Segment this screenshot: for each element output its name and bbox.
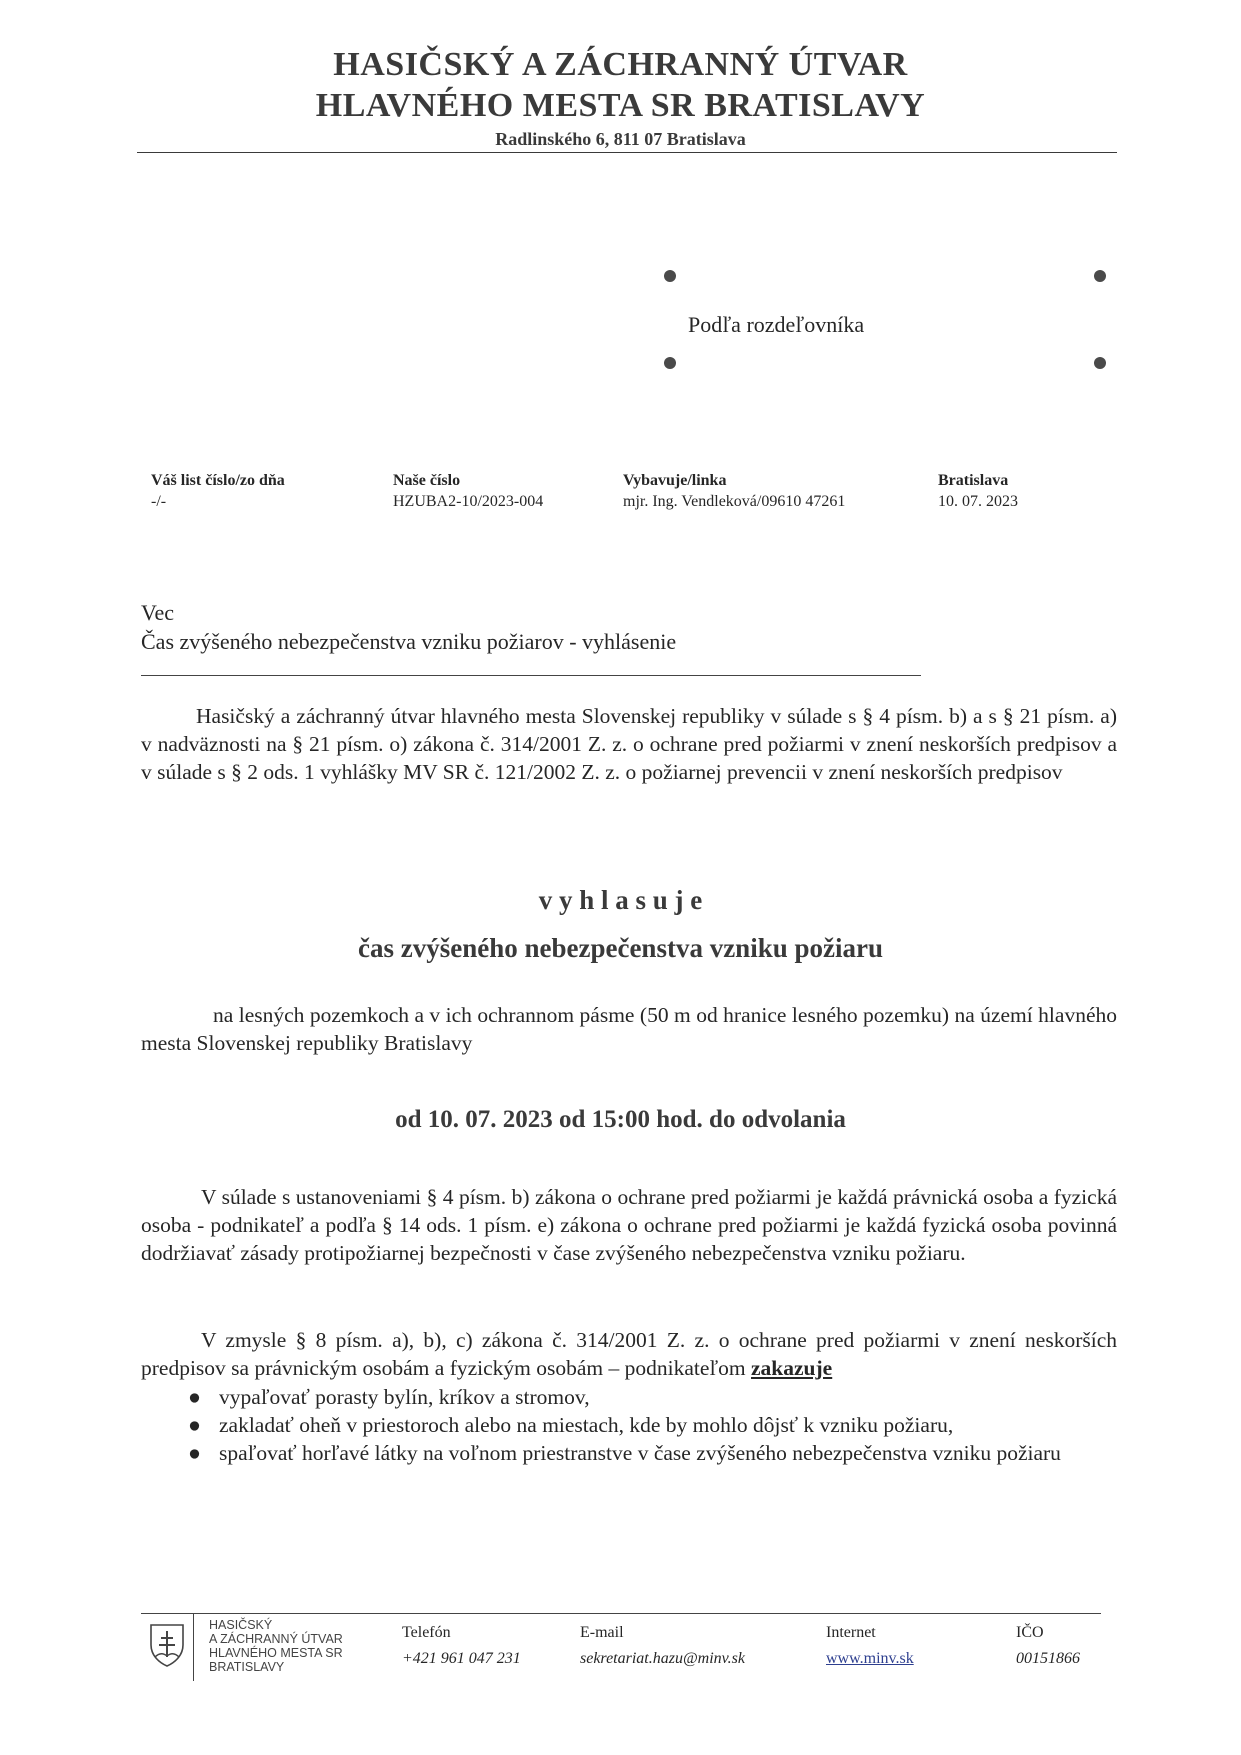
declaration-title: čas zvýšeného nebezpečenstva vzniku požiaru — [358, 933, 883, 963]
handled-by-value: mjr. Ing. Vendleková/09610 47261 — [623, 493, 846, 510]
footer-org-line: HLAVNÉHO MESTA SR — [209, 1646, 343, 1660]
addressee: Podľa rozdeľovníka — [688, 312, 865, 337]
period-heading: od 10. 07. 2023 od 15:00 hod. do odvolania — [395, 1106, 846, 1133]
declares-heading: v y h l a s u j e — [538, 885, 703, 915]
ico-label: IČO — [1016, 1624, 1044, 1641]
address-window-marker — [664, 270, 676, 282]
footer-org-line: BRATISLAVY — [209, 1660, 285, 1674]
date-reference — [938, 470, 1018, 512]
intro-paragraph: Hasičský a záchranný útvar hlavného mesta Slovenskej republiky v súlade s § 4 písm. b) a s § 21 písm. a) v nadväznosti na § 21 písm. o) zákona č. 314/2001 Z. z. o ochrane pred požiarmi v znení neskorších predpisov a v súlade s § 2 ods. 1 vyhlášky MV SR č. 121/2002 Z. z. o požiarnej prevencii v znení neskorších predpisov — [141, 704, 1117, 784]
internet-link[interactable]: www.minv.sk — [826, 1650, 914, 1667]
your-letter-value: -/- — [151, 493, 167, 510]
footer-phone — [402, 1620, 521, 1672]
footer-organization — [209, 1618, 343, 1674]
handled-by-label: Vybavuje/linka — [623, 472, 727, 489]
list-item — [181, 1383, 1117, 1411]
prohibition-list — [181, 1383, 1117, 1467]
phone-label: Telefón — [402, 1624, 451, 1641]
place-label: Bratislava — [938, 472, 1009, 489]
address-window-marker — [664, 357, 676, 369]
prohibition-paragraph — [141, 1326, 1117, 1382]
footer-email — [580, 1620, 745, 1672]
header-title-line2: HLAVNÉHO MESTA SR BRATISLAVY — [315, 87, 926, 124]
phone-value: +421 961 047 231 — [402, 1650, 521, 1667]
bullet-icon: ● — [188, 1385, 201, 1409]
duty-paragraph: V súlade s ustanoveniami § 4 písm. b) zákona o ochrane pred požiarmi je každá právnická osoba a fyzická osoba - podnikateľ a podľa § 14 ods. 1 písm. e) zákona o ochrane pred požiarmi je každá fyzická osoba povinná dodržiavať zásady protipožiarnej bezpečnosti v čase zvýšeného nebezpečenstva vzniku požiaru. — [141, 1185, 1117, 1265]
prohibition-intro: V zmysle § 8 písm. a), b), c) zákona č. 314/2001 Z. z. o ochrane pred požiarmi v znení neskorších predpisov sa právnickým osobám a fyzickým osobám – podnikateľom — [141, 1328, 1117, 1380]
our-number-value: HZUBA2-10/2023-004 — [393, 493, 544, 510]
footer-divider — [141, 1613, 1101, 1614]
bullet-icon: ● — [188, 1413, 201, 1437]
our-number-label: Naše číslo — [393, 472, 461, 489]
prohibition-item: zakladať oheň v priestoroch alebo na miestach, kde by mohlo dôjsť k vzniku požiaru, — [219, 1413, 954, 1437]
header-divider — [137, 152, 1117, 153]
list-item — [181, 1411, 1117, 1439]
handled-by-reference — [623, 470, 845, 512]
list-item — [181, 1439, 1117, 1467]
footer-ico — [1016, 1620, 1080, 1672]
address-window-marker — [1094, 357, 1106, 369]
header-title-line1: HASIČSKÝ A ZÁCHRANNÝ ÚTVAR — [333, 46, 908, 83]
footer-separator — [193, 1613, 194, 1681]
email-value[interactable]: sekretariat.hazu@minv.sk — [580, 1650, 745, 1667]
footer-org-line: HASIČSKÝ — [209, 1618, 273, 1632]
ico-value: 00151866 — [1016, 1650, 1080, 1667]
bullet-icon: ● — [188, 1441, 201, 1465]
footer-org-line: A ZÁCHRANNÝ ÚTVAR — [209, 1632, 343, 1646]
footer-internet — [826, 1620, 914, 1672]
email-label: E-mail — [580, 1624, 624, 1641]
our-number-reference — [393, 470, 543, 512]
prohibition-item: spaľovať horľavé látky na voľnom priestranstve v čase zvýšeného nebezpečenstva vzniku požiaru — [219, 1441, 1061, 1465]
your-letter-reference — [151, 470, 285, 512]
address-window-marker — [1094, 270, 1106, 282]
coat-of-arms-icon — [149, 1623, 185, 1672]
subject-label: Vec — [141, 600, 174, 625]
prohibition-item: vypaľovať porasty bylín, kríkov a stromov, — [219, 1385, 590, 1409]
internet-label: Internet — [826, 1624, 876, 1641]
your-letter-label: Váš list číslo/zo dňa — [151, 472, 285, 489]
subject-text: Čas zvýšeného nebezpečenstva vzniku požiarov - vyhlásenie — [141, 629, 677, 654]
scope-paragraph: na lesných pozemkoch a v ich ochrannom pásme (50 m od hranice lesného pozemku) na území hlavného mesta Slovenskej republiky Bratislavy — [141, 1003, 1117, 1055]
subject-underline — [141, 675, 921, 676]
header-address: Radlinského 6, 811 07 Bratislava — [495, 129, 746, 149]
date-value: 10. 07. 2023 — [938, 493, 1018, 510]
prohibition-keyword: zakazuje — [751, 1356, 833, 1380]
